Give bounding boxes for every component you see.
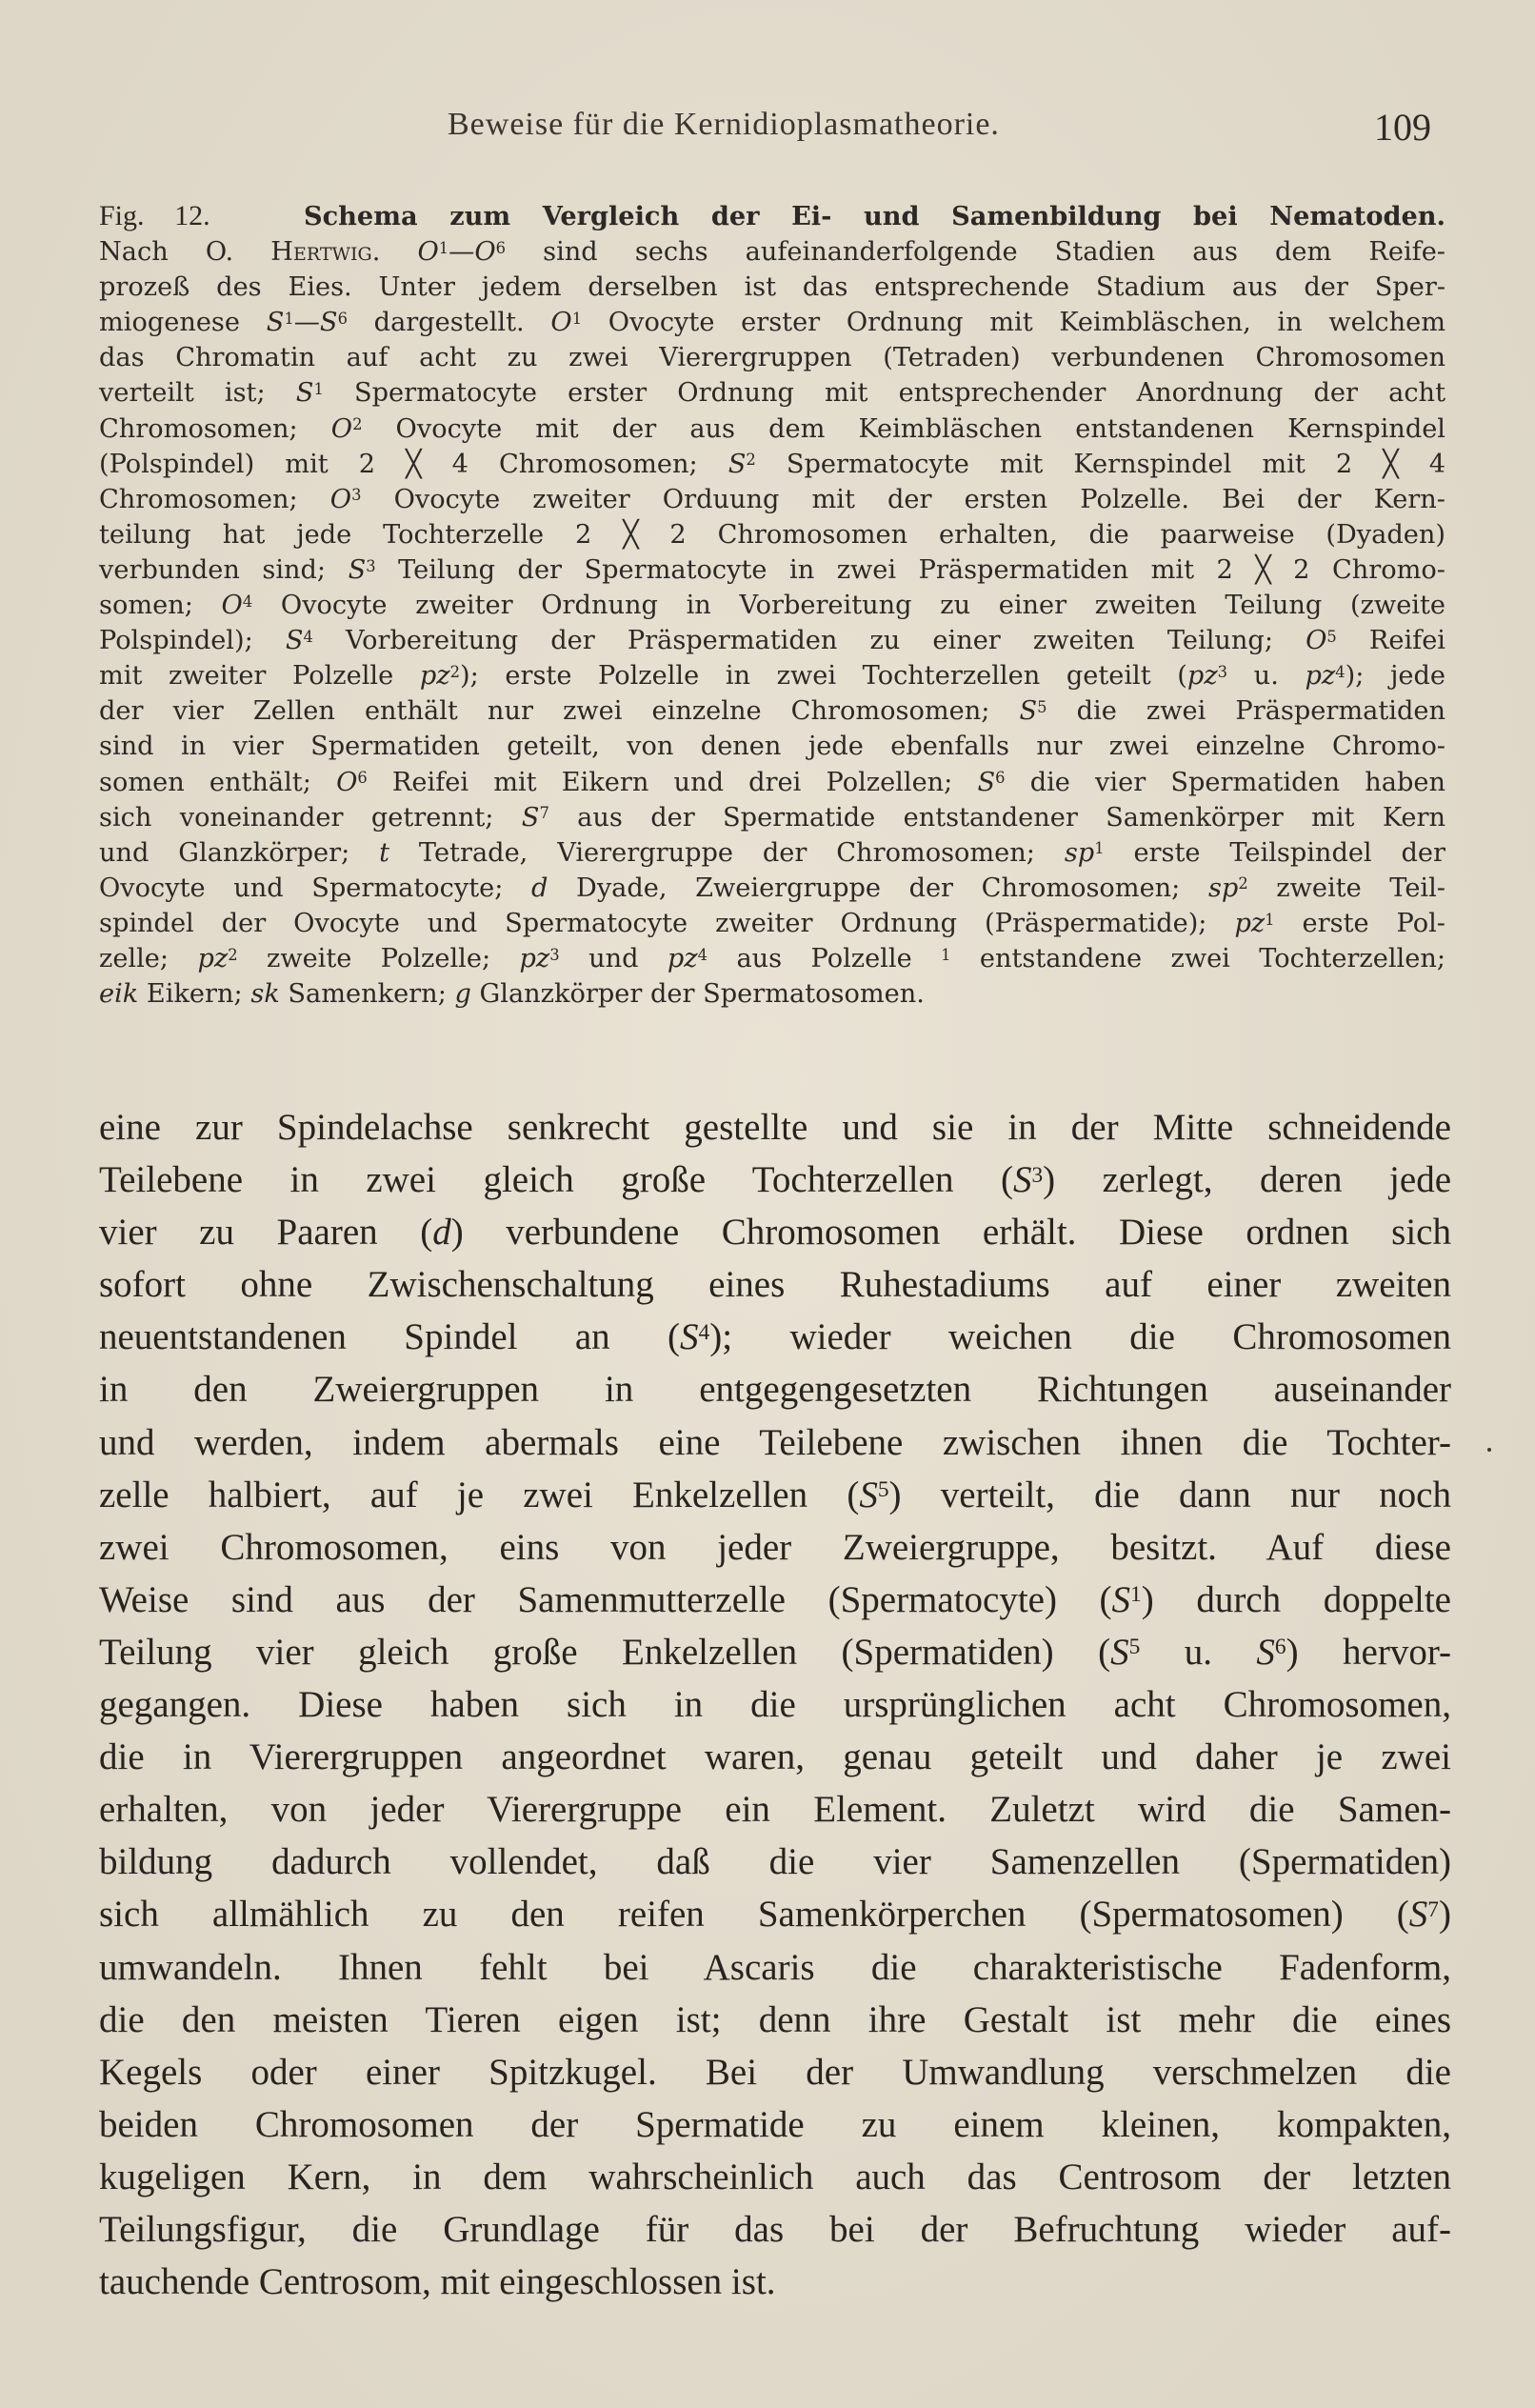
caption-line: sind in vier Spermatiden geteilt, von denen jede ebenfalls nur zwei einzelne Chromo- <box>99 732 1445 762</box>
body-line: beiden Chromosomen der Spermatide zu einem kleinen, kompakten, <box>99 2103 1451 2145</box>
body-line: in den Zweiergruppen in entgegengesetzten Richtungen auseinander <box>99 1369 1451 1411</box>
caption-line: somen enthält; $O^6$ Reifei mit Eikern und drei Polzellen; $S^6$ die vier Spermatiden haben <box>99 767 1445 797</box>
body-line: erhalten, von jeder Vierergruppe ein Element. Zuletzt wird die Samen- <box>99 1789 1451 1831</box>
body-line: tauchende Centrosom, mit eingeschlossen ist. <box>99 2261 776 2303</box>
caption-line: mit zweiter Polzelle $pz^2$); erste Polzelle in zwei Tochterzellen geteilt ($pz^3$ u. $pz^4$); jede <box>99 661 1446 692</box>
caption-line: Chromosomen; $O^2$ Ovocyte mit der aus dem Keimbläschen entstandenen Kernspindel <box>99 413 1446 444</box>
caption-line: verbunden sind; $S^3$ Teilung der Spermatocyte in zwei Präspermatiden mit 2 ╳ 2 Chromo- <box>99 554 1445 585</box>
body-line: die den meisten Tieren eigen ist; denn ihre Gestalt ist mehr die eines <box>99 1998 1451 2040</box>
caption-line: Nach O. Hertwig. $O^1—O^6$ sind sechs aufeinanderfolgende Stadien aus dem Reife- <box>99 237 1445 268</box>
body-line: und werden, indem abermals eine Teilebene zwischen ihnen die Tochter- <box>99 1421 1451 1463</box>
caption-line: verteilt ist; $S^1$ Spermatocyte erster Ordnung mit entsprechender Anordnung der acht <box>99 378 1445 409</box>
caption-line: prozeß des Eies. Unter jedem derselben ist das entsprechende Stadium aus der Sper- <box>99 272 1445 303</box>
body-line: Teilung vier gleich große Enkelzellen (Spermatiden) ($S^5$ u. $S^6$) hervor- <box>99 1631 1452 1673</box>
caption-line: eik Eikern; sk Samenkern; g Glanzkörper der Spermatosomen. <box>99 979 925 1010</box>
figure-title: Schema zum Vergleich der Ei- und Samenbildung bei Nematoden. <box>303 201 1446 231</box>
caption-line: somen; $O^4$ Ovocyte zweiter Ordnung in Vorbereitung zu einer zweiten Teilung (zweite <box>99 591 1445 621</box>
caption-line: miogenese $S^1—S^6$ dargestellt. $O^1$ Ovocyte erster Ordnung mit Keimbläschen, in welchem <box>99 308 1446 338</box>
caption-line <box>99 198 1445 234</box>
body-line: sich allmählich zu den reifen Samenkörperchen (Spermatosomen) $(S^7)$ <box>99 1894 1451 1936</box>
caption-line: Chromosomen; $O^3$ Ovocyte zweiter Orduung mit der ersten Polzelle. Bei der Kern- <box>99 484 1445 514</box>
caption-line: das Chromatin auf acht zu zwei Vierergruppen (Tetraden) verbundenen Chromosomen <box>99 343 1445 373</box>
body-line: die in Vierergruppen angeordnet waren, genau geteilt und daher je zwei <box>99 1736 1451 1778</box>
body-line: vier zu Paaren (d) verbundene Chromosomen erhält. Diese ordnen sich <box>99 1212 1451 1254</box>
caption-line: Ovocyte und Spermatocyte; d Dyade, Zweiergruppe der Chromosomen; $sp^2$ zweite Teil- <box>99 873 1445 903</box>
caption-body <box>99 234 1445 1012</box>
page-number: 109 <box>1374 106 1431 149</box>
caption-line: sich voneinander getrennt; $S^7$ aus der Spermatide entstandener Samenkörper mit Kern <box>99 802 1445 833</box>
body-line: zwei Chromosomen, eins von jeder Zweiergruppe, besitzt. Auf diese <box>99 1526 1451 1568</box>
body-line: Teilebene in zwei gleich große Tochterzellen $(S^3)$ zerlegt, deren jede <box>99 1159 1452 1201</box>
figure-caption <box>99 198 1445 1012</box>
body-line: sofort ohne Zwischenschaltung eines Ruhestadiums auf einer zweiten <box>99 1264 1451 1306</box>
body-paragraph <box>99 1101 1451 2308</box>
body-line: umwandeln. Ihnen fehlt bei Ascaris die charakteristische Fadenform, <box>99 1946 1451 1988</box>
caption-line: Polspindel); $S^4$ Vorbereitung der Präspermatiden zu einer zweiten Teilung; $O^5$ Reifei <box>99 626 1445 656</box>
figure-label: Fig. 12. <box>99 200 210 231</box>
caption-line: teilung hat jede Tochterzelle 2 ╳ 2 Chromosomen erhalten, die paarweise (Dyaden) <box>99 519 1445 550</box>
caption-line: spindel der Ovocyte und Spermatocyte zweiter Ordnung (Präspermatide); $pz^1$ erste Pol- <box>99 908 1445 938</box>
print-speck <box>1487 1448 1491 1452</box>
running-head: Beweise für die Kernidioplasmatheorie. <box>448 107 1000 142</box>
caption-line: und Glanzkörper; t Tetrade, Vierergruppe der Chromosomen; $sp^1$ erste Teilspindel der <box>99 837 1445 868</box>
body-line: eine zur Spindelachse senkrecht gestellte und sie in der Mitte schneidende <box>99 1107 1451 1148</box>
body-line: gegangen. Diese haben sich in die ursprünglichen acht Chromosomen, <box>99 1684 1451 1726</box>
body-line: bildung dadurch vollendet, daß die vier Samenzellen (Spermatiden) <box>99 1841 1451 1883</box>
caption-line: (Polspindel) mit 2 ╳ 4 Chromosomen; $S^2$ Spermatocyte mit Kernspindel mit 2 ╳ 4 <box>99 449 1445 479</box>
caption-line: zelle; $pz^2$ zweite Polzelle; $pz^3$ und $pz^4$ aus Polzelle $^1$ entstandene zwei Tochterzellen; <box>99 943 1445 973</box>
body-line: Teilungsfigur, die Grundlage für das bei der Befruchtung wieder auf- <box>99 2208 1451 2250</box>
body-line: zelle halbiert, auf je zwei Enkelzellen $(S^5)$ verteilt, die dann nur noch <box>99 1474 1451 1515</box>
caption-line: der vier Zellen enthält nur zwei einzelne Chromosomen; $S^5$ die zwei Präspermatiden <box>99 696 1445 727</box>
body-line: kugeligen Kern, in dem wahrscheinlich auch das Centrosom der letzten <box>99 2156 1451 2197</box>
body-line: neuentstandenen Spindel an $(S^4)$; wieder weichen die Chromosomen <box>99 1316 1451 1358</box>
body-line: Weise sind aus der Samenmutterzelle (Spermatocyte) $(S^1)$ durch doppelte <box>99 1578 1451 1620</box>
body-line: Kegels oder einer Spitzkugel. Bei der Umwandlung verschmelzen die <box>99 2051 1451 2093</box>
